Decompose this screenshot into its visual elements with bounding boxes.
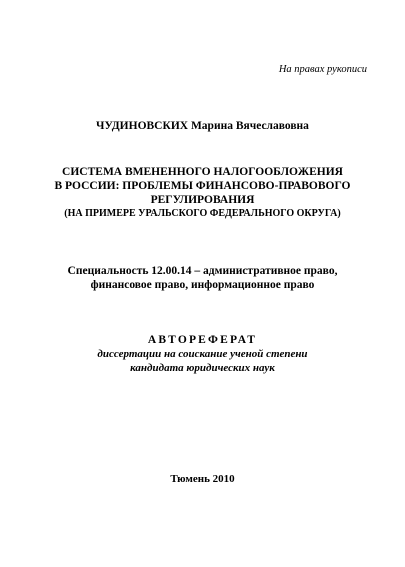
title-line-3: РЕГУЛИРОВАНИЯ bbox=[150, 194, 255, 206]
author-name: ЧУДИНОВСКИХ Марина Вячеславовна bbox=[96, 120, 309, 132]
city-year: Тюмень 2010 bbox=[170, 473, 235, 485]
specialty-line-2: финансовое право, информационное право bbox=[90, 279, 315, 291]
specialty-line-1: Специальность 12.00.14 – административное право, bbox=[67, 265, 338, 277]
abstract-line-2: кандидата юридических наук bbox=[130, 362, 275, 374]
title-line-1: СИСТЕМА ВМЕНЕННОГО НАЛОГООБЛОЖЕНИЯ bbox=[62, 166, 343, 178]
rights-notice: На правах рукописи bbox=[278, 64, 367, 75]
abstract-heading: АВТОРЕФЕРАТ bbox=[147, 334, 258, 346]
title-line-2: В РОССИИ: ПРОБЛЕМЫ ФИНАНСОВО-ПРАВОВОГО bbox=[54, 180, 351, 192]
title-subtitle: (НА ПРИМЕРЕ УРАЛЬСКОГО ФЕДЕРАЛЬНОГО ОКРУГА) bbox=[64, 208, 341, 219]
abstract-line-1: диссертации на соискание ученой степени bbox=[97, 348, 308, 360]
